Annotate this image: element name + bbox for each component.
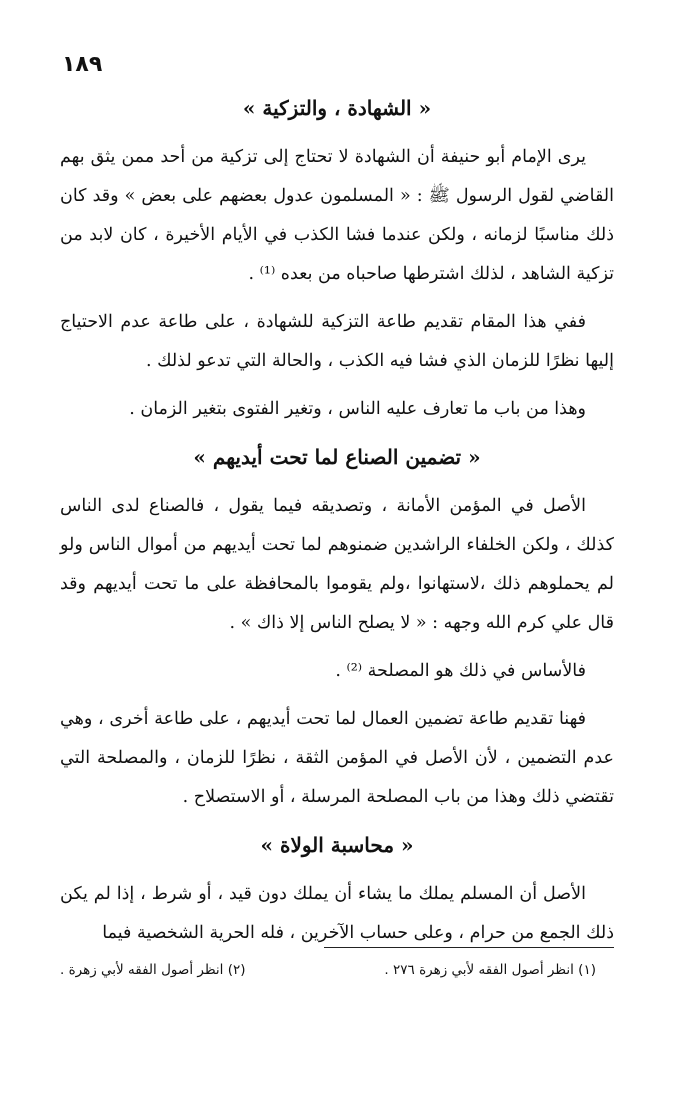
- paragraph: فهنا تقديم طاعة تضمين العمال لما تحت أيديهم ، على طاعة أخرى ، وهي عدم التضمين ، لأن الأصل في المؤمن الثقة ، نظرًا للزمان ، والمصلحة التي تقتضي ذلك وهذا من باب المصلحة المرسلة ، أو الاستصلاح .: [60, 709, 614, 807]
- paragraph: الأصل في المؤمن الأمانة ، وتصديقه فيما يقول ، فالصناع لدى الناس كذلك ، ولكن الخلفاء الراشدين ضمنوهم لما تحت أيديهم من أموال الناس ولو لم يحملوهم ذلك ،لاستهانوا ،ولم يقوموا بالمحافظة على ما تحت أيديهم وقد قال علي كرم الله وجهه : « لا يصلح الناس إلا ذاك » .: [60, 496, 614, 633]
- paragraph: فالأساس في ذلك هو المصلحة ⁽²⁾ .: [335, 661, 586, 681]
- section-heading-testimony: « الشهادة ، والتزكية »: [242, 96, 432, 120]
- footnote-1: (١) انظر أصول الفقه لأبي زهرة ٢٧٦ .: [384, 962, 596, 978]
- footnote-2: (٢) انظر أصول الفقه لأبي زهرة .: [60, 962, 246, 978]
- footnote-divider: [324, 947, 614, 948]
- main-text: [60, 92, 614, 962]
- section-heading-governors-accountability: « محاسبة الولاة »: [260, 833, 414, 857]
- footnotes: [60, 958, 614, 982]
- paragraph: يرى الإمام أبو حنيفة أن الشهادة لا تحتاج إلى تزكية من أحد ممن يثق بهم القاضي لقول الرسول ﷺ : « المسلمون عدول بعضهم على بعض » وقد كان ذلك مناسبًا لزمانه ، ولكن عندما فشا الكذب في الأيام الأخيرة ، كان لابد من تزكية الشاهد ، لذلك اشترطها صاحباه من بعده ⁽¹⁾ .: [60, 147, 614, 284]
- paragraph: وهذا من باب ما تعارف عليه الناس ، وتغير الفتوى بتغير الزمان .: [129, 399, 586, 419]
- paragraph: ففي هذا المقام تقديم طاعة التزكية للشهادة ، على طاعة عدم الاحتياج إليها نظرًا للزمان الذي فشا فيه الكذب ، والحالة التي تدعو لذلك .: [60, 312, 614, 371]
- page-number: ١٨٩: [62, 52, 103, 77]
- section-heading-craftsmen-liability: « تضمين الصناع لما تحت أيديهم »: [193, 445, 481, 469]
- paragraph: الأصل أن المسلم يملك ما يشاء أن يملك دون قيد ، أو شرط ، إذا لم يكن ذلك الجمع من حرام ، وعلى حساب الآخرين ، فله الحرية الشخصية فيما: [60, 884, 614, 943]
